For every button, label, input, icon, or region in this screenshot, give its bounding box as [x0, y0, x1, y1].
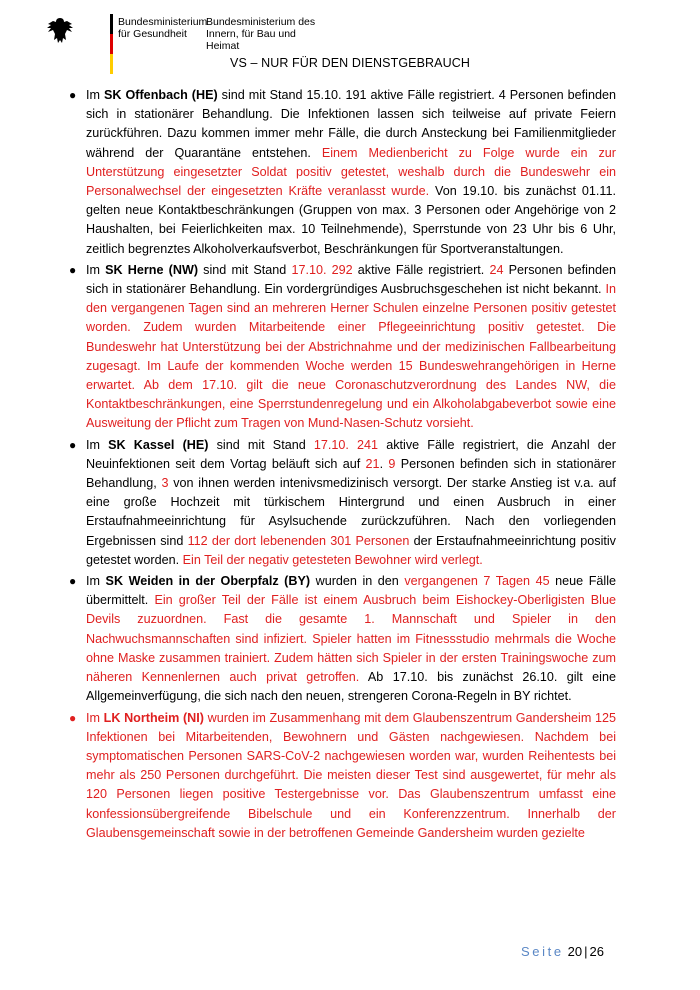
report-text: 9 [388, 456, 396, 471]
report-text: Personen befinden sich in stationärer Behandlung. Ein vordergründiges Ausbruchsgeschehen ist nicht bekannt. [86, 262, 616, 297]
report-text: Im [86, 262, 106, 277]
bullet-icon: ● [69, 574, 77, 589]
report-text: aktive Fälle registriert, die Anzahl der Neuinfektionen seit dem Vortag beläuft sich auf [86, 437, 616, 471]
report-text: neue Fälle übermittelt. [86, 574, 617, 608]
list-item [69, 709, 616, 843]
district-name: SK Kassel (HE) [108, 437, 209, 452]
list-item [69, 261, 616, 434]
report-text: wurden in den [310, 574, 405, 589]
report-text: wurden im Zusammenhang mit dem Glaubenszentrum Gandersheim 125 Infektionen bei Mitarbeitenden, Bewohnern und Gästen nachgewiesen. Nachdem bei symptomatischen Personen SARS-CoV-2 nachgewiesen worden war, wurden Reihentests bei mehr als 250 Personen durchgeführt. Die meisten dieser Test sind ausgewertet, für mehr als 120 Personen liegen positive Testergebnisse vor. Das Glaubenszentrum umfasst eine konfessionsübergreifende Bibelschule und ein Konferenzzentrum. Innerhalb der Glaubensgemeinschaft sowie in der betroffenen Gemeinde Gandersheim wurden gezielte [86, 710, 616, 840]
district-name: SK Herne (NW) [105, 262, 199, 277]
report-text: 112 der dort lebenenden 301 Personen [187, 533, 410, 548]
report-text: Von 19.10. bis zunächst 01.11. gelten neue Kontaktbeschränkungen (Gruppen von max. 3 Personen oder Angehörige von 2 Haushalten, bei Feierlichkeiten max. 10 Teilnehmende), Sperrstunde von 23 Uhr bis 6 Uhr, zeitlich begrenztes Alkoholverkaufsverbot, Beschränkungen für Sportveranstaltungen. [86, 184, 616, 256]
page-label: Seite [521, 944, 564, 959]
report-text: 3 [161, 476, 169, 491]
report-text: . [379, 456, 389, 471]
district-name: SK Weiden in der Oberpfalz (BY) [105, 574, 311, 589]
list-item [69, 436, 616, 570]
page-footer [521, 944, 604, 959]
report-text: In den vergangenen Tagen sind an mehreren Herner Schulen einzelne Personen positiv getestet worden. Zudem wurden Mitarbeitende einer Pflegeeinrichtung positiv getestet. Die Bundeswehr hat Unterstützung bei der Abstrichnahme und der medizinischen Fallbearbeitung zugesagt. Im Laufe der kommenden Woche werden 15 Bundeswehrangehörigen in Herne erwartet. Ab dem 17.10. gilt die neue Coronaschutzverordnung des Landes NW, die Kontaktbeschränkungen, eine Sperrstundenregelung und ein Alkoholabgabeverbot sowie eine Ausweitung der Pflicht zum Tragen von Mund-Nasen-Schutz vorsieht. [86, 282, 616, 431]
page-separator: | [584, 944, 588, 959]
report-text: Ab 17.10. bis zunächst 26.10. gilt eine Allgemeinverfügung, die sich nach den neuen, strengeren Corona-Regeln in BY richtet. [86, 670, 616, 704]
report-text: 17.10. 241 [313, 437, 379, 452]
report-text: Einem Medienbericht zu Folge wurde ein zur Unterstützung eingesetzter Soldat positiv getestet, weshalb durch die Bundeswehr ein Personalwechsel der eingesetzten Kräfte veranlasst wurde. [86, 145, 617, 199]
bullet-icon: ● [69, 262, 77, 277]
list-item [69, 572, 617, 706]
report-text: Im [86, 710, 104, 725]
page-total: 26 [589, 944, 604, 959]
report-text: vergangenen 7 Tagen 45 [404, 574, 550, 589]
report-text: sind mit Stand [198, 262, 292, 277]
report-text: Im [86, 437, 109, 452]
bullet-icon: ● [69, 710, 77, 725]
district-name: LK Northeim (NI) [103, 710, 204, 725]
report-text: Im [86, 574, 106, 589]
flag-stripe-red [110, 34, 113, 54]
report-text: sind mit Stand 15.10. 191 aktive Fälle registriert. 4 Personen befinden sich in stationärer Behandlung. Die Infektionen lassen sich teilweise auf private Feiern zurückführen. Dazu kommen immer mehr Fälle, die durch Ansteckung bei Familienmitglieder während der Quarantäne entstehen. [86, 88, 616, 160]
report-text: Ein großer Teil der Fälle ist einem Ausbruch beim Eishockey-Oberligisten Blue Devils zuzuordnen. Fast die gesamte 1. Mannschaft und Spieler in den Nachwuchsmannschaften sind infiziert. Spieler hatten im Fitnessstudio mehrmals die Woche ohne Maske zusammen trainiert. Zudem hätten sich Spieler in der ersten Trainingswoche zum näheren Kennenlernen auch privat getroffen. [86, 593, 616, 685]
report-text: aktive Fälle registriert. [352, 262, 490, 277]
report-text: 21 [365, 456, 380, 471]
report-text: Im [86, 88, 104, 102]
report-text: sind mit Stand [208, 437, 314, 452]
classification-marking: VS – NUR FÜR DEN DIENSTGEBRAUCH [230, 56, 470, 70]
report-text: Personen befinden sich in stationärer Behandlung, [86, 456, 616, 491]
district-report-list [69, 86, 617, 843]
bullet-icon: ● [69, 437, 77, 452]
bullet-icon: ● [69, 88, 77, 102]
report-text: der Erstaufnahmeeinrichtung positiv getestet worden. [86, 533, 616, 567]
report-text: Ein Teil der negativ getesteten Bewohner wird verlegt. [182, 552, 483, 567]
document-body [69, 86, 617, 845]
report-text: von ihnen werden intenivsmedizinisch versorgt. Der starke Anstieg ist v.a. auf eine große Hochzeit mit türkischem Hintergrund und einen Ausbruch in einer Erstaufnahmeeinrichtung für Asylsuchende zurückzuführen. Nach den vorliegenden Ergebnissen sind [86, 476, 616, 548]
ministry-health-label: Bundesministerium für Gesundheit [118, 16, 208, 40]
list-item [69, 86, 617, 259]
federal-eagle-icon [46, 16, 74, 46]
ministry-interior-label: Bundesministerium des Innern, für Bau und Heimat [206, 16, 316, 52]
flag-stripe-black [110, 14, 113, 34]
page-number: 20 [567, 944, 583, 959]
report-text: 17.10. 292 [291, 262, 353, 277]
report-text: 24 [489, 262, 504, 277]
district-name: SK Offenbach (HE) [104, 88, 218, 102]
